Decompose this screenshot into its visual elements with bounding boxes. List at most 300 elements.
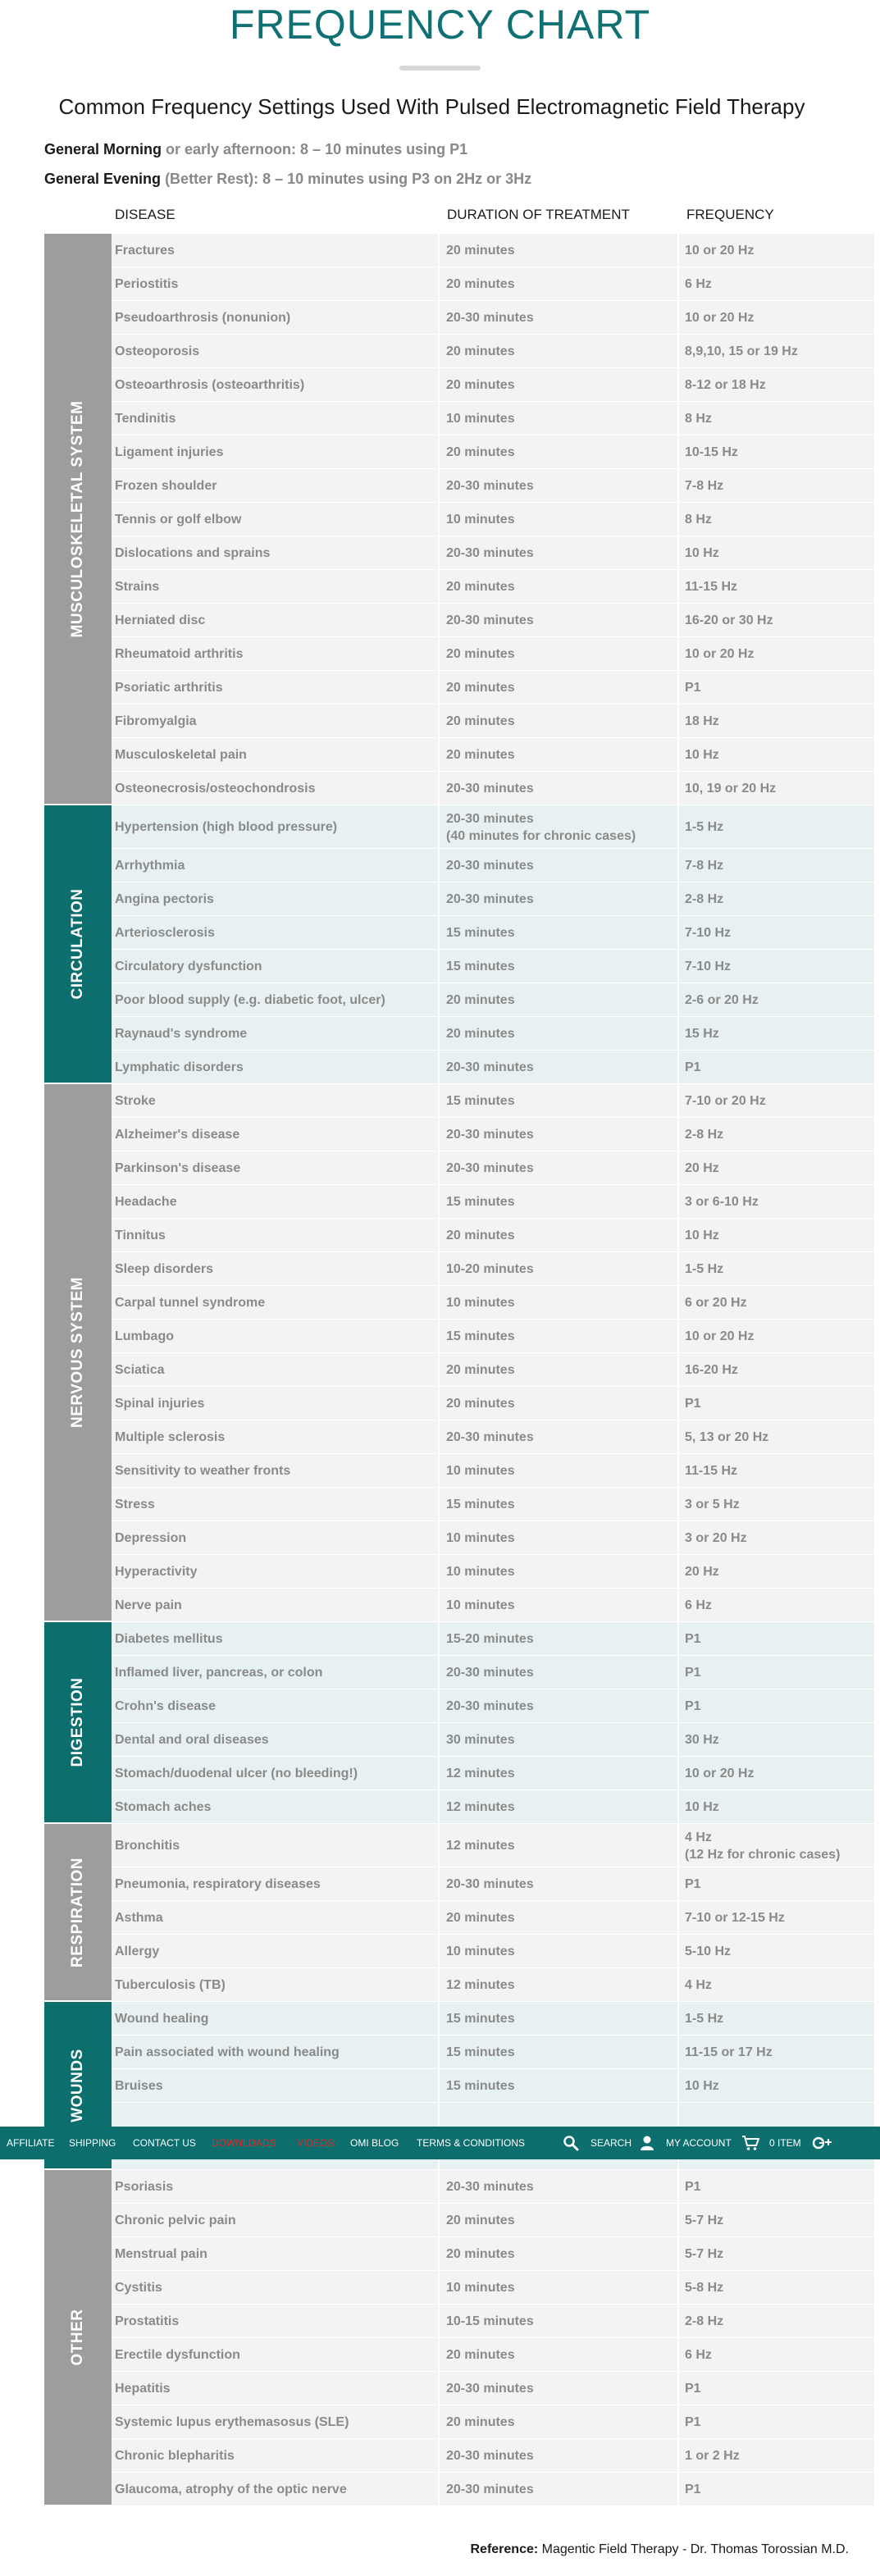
column-divider: [677, 916, 679, 950]
disease-cell: Dislocations and sprains: [115, 546, 271, 560]
duration-cell: 20 minutes: [446, 2247, 515, 2261]
column-divider: [438, 1084, 440, 1118]
category-label-text: OTHER: [69, 2309, 86, 2366]
column-divider: [438, 1219, 440, 1252]
duration-cell: 20-30 minutes: [446, 479, 534, 493]
frequency-cell: 10 Hz: [685, 748, 719, 762]
duration-cell: 10 minutes: [446, 1531, 515, 1545]
category-label-circulation: [44, 805, 112, 1083]
column-divider: [438, 536, 440, 570]
frequency-cell: 7-10 Hz: [685, 960, 732, 973]
column-divider: [438, 738, 440, 772]
table-row: [112, 1656, 874, 1689]
nav-my-account[interactable]: MY ACCOUNT: [666, 2137, 732, 2149]
table-row: [112, 1488, 874, 1521]
duration-cell: 20 minutes: [446, 748, 515, 762]
disease-cell: Stomach aches: [115, 1800, 212, 1814]
column-divider: [438, 849, 440, 882]
column-divider: [438, 882, 440, 916]
disease-cell: Angina pectoris: [115, 892, 214, 906]
frequency-cell: 8 Hz: [685, 412, 712, 426]
duration-cell: 20 minutes: [446, 1363, 515, 1377]
column-divider: [438, 2405, 440, 2439]
disease-cell: Bronchitis: [115, 1839, 180, 1853]
row-divider: [112, 2505, 874, 2506]
footer-nav-bar: [0, 2127, 880, 2159]
column-divider: [438, 604, 440, 637]
disease-cell: Asthma: [115, 1911, 163, 1925]
column-divider: [438, 503, 440, 536]
duration-cell: 20-30 minutes: [446, 1430, 534, 1444]
duration-cell: 20-30 minutes: [446, 1666, 534, 1680]
column-divider: [438, 435, 440, 469]
frequency-cell: 4 Hz (12 Hz for chronic cases): [685, 1830, 841, 1862]
disease-cell: Frozen shoulder: [115, 479, 217, 493]
frequency-cell: 11-15 Hz: [685, 580, 738, 594]
table-row: [112, 368, 874, 402]
column-divider: [677, 1017, 679, 1051]
category-label-text: MUSCULOSKELETAL SYSTEM: [69, 400, 86, 637]
column-divider: [677, 1185, 679, 1219]
column-divider: [438, 1286, 440, 1320]
cart-icon[interactable]: [741, 2135, 759, 2151]
duration-cell: 15 minutes: [446, 2012, 515, 2026]
disease-cell: Tinnitus: [115, 1229, 166, 1242]
table-row: [112, 1723, 874, 1757]
table-row: [112, 1320, 874, 1353]
column-divider: [438, 1867, 440, 1901]
duration-cell: 10 minutes: [446, 1945, 515, 1958]
column-divider: [438, 1051, 440, 1084]
category-label-digestion: [44, 1622, 112, 1822]
note-evening-lead: General Evening: [44, 171, 162, 187]
disease-cell: Erectile dysfunction: [115, 2348, 240, 2362]
disease-cell: Crohn's disease: [115, 1699, 216, 1713]
category-label-text: DIGESTION: [69, 1677, 86, 1767]
category-label-text: WOUNDS: [69, 2048, 86, 2122]
duration-cell: 20-30 minutes (40 minutes for chronic cases): [446, 811, 636, 843]
table-row: [112, 435, 874, 469]
duration-cell: 20 minutes: [446, 647, 515, 661]
frequency-cell: P1: [685, 1397, 701, 1411]
disease-cell: Fractures: [115, 244, 175, 258]
frequency-cell: 2-6 or 20 Hz: [685, 993, 759, 1007]
frequency-cell: 10, 19 or 20 Hz: [685, 782, 777, 796]
table-row: [112, 1185, 874, 1219]
table-row: [112, 1935, 874, 1968]
frequency-cell: 10 or 20 Hz: [685, 1329, 755, 1343]
table-row: [112, 1118, 874, 1151]
column-divider: [677, 2305, 679, 2338]
disease-cell: Stress: [115, 1498, 155, 1511]
disease-cell: Stomach/duodenal ulcer (no bleeding!): [115, 1767, 358, 1780]
column-divider: [677, 637, 679, 671]
table-row: [112, 1252, 874, 1286]
disease-cell: Osteoarthrosis (osteoarthritis): [115, 378, 305, 392]
column-divider: [677, 2204, 679, 2237]
column-divider: [677, 1555, 679, 1589]
frequency-cell: 10 Hz: [685, 2079, 719, 2093]
disease-cell: Pneumonia, respiratory diseases: [115, 1877, 321, 1891]
disease-cell: Fibromyalgia: [115, 714, 197, 728]
column-divider: [677, 335, 679, 368]
column-divider: [677, 1219, 679, 1252]
frequency-cell: 8 Hz: [685, 513, 712, 527]
column-divider: [677, 1790, 679, 1824]
table-row: [112, 805, 874, 849]
nav-link-omi-blog[interactable]: OMI BLOG: [350, 2137, 399, 2149]
table-row: [112, 1757, 874, 1790]
frequency-cell: P1: [685, 1632, 701, 1646]
nav-link-shipping[interactable]: SHIPPING: [69, 2137, 116, 2149]
column-divider: [677, 1387, 679, 1420]
frequency-cell: 5-8 Hz: [685, 2281, 724, 2295]
frequency-cell: 6 Hz: [685, 2348, 712, 2362]
column-divider: [438, 2305, 440, 2338]
nav-link-affiliate[interactable]: AFFILIATE: [7, 2137, 55, 2149]
column-divider: [438, 671, 440, 704]
duration-cell: 20-30 minutes: [446, 1060, 534, 1074]
column-divider: [438, 1353, 440, 1387]
column-divider: [677, 950, 679, 983]
duration-cell: 10 minutes: [446, 1296, 515, 1310]
table-row: [112, 738, 874, 772]
duration-cell: 20-30 minutes: [446, 2382, 534, 2396]
column-header-duration: DURATION OF TREATMENT: [447, 207, 630, 222]
table-row: [112, 503, 874, 536]
duration-cell: 20 minutes: [446, 681, 515, 695]
disease-cell: Parkinson's disease: [115, 1161, 241, 1175]
column-divider: [438, 2204, 440, 2237]
disease-cell: Chronic blepharitis: [115, 2449, 235, 2463]
column-divider: [438, 772, 440, 805]
column-divider: [677, 570, 679, 604]
duration-cell: 10 minutes: [446, 1598, 515, 1612]
table-row: [112, 2204, 874, 2237]
category-label-text: NERVOUS SYSTEM: [69, 1276, 86, 1429]
column-divider: [677, 2405, 679, 2439]
frequency-cell: P1: [685, 1666, 701, 1680]
column-divider: [677, 2002, 679, 2036]
table-row: [112, 335, 874, 368]
column-divider: [677, 1252, 679, 1286]
note-morning-text: or early afternoon: 8 – 10 minutes using P1: [162, 141, 468, 157]
column-divider: [677, 2069, 679, 2103]
column-divider: [438, 2372, 440, 2405]
table-row: [112, 2036, 874, 2069]
disease-cell: Strains: [115, 580, 160, 594]
frequency-cell: 7-10 Hz: [685, 926, 732, 940]
disease-cell: Sleep disorders: [115, 1262, 214, 1276]
duration-cell: 20 minutes: [446, 277, 515, 291]
duration-cell: 10 minutes: [446, 412, 515, 426]
table-row: [112, 2405, 874, 2439]
frequency-cell: 1-5 Hz: [685, 2012, 724, 2026]
user-icon[interactable]: [640, 2135, 654, 2151]
table-row: [112, 1353, 874, 1387]
disease-cell: Periostitis: [115, 277, 179, 291]
column-divider: [677, 2338, 679, 2372]
disease-cell: Lumbago: [115, 1329, 174, 1343]
frequency-cell: 7-8 Hz: [685, 859, 724, 873]
note-morning: [44, 141, 467, 158]
table-row: [112, 1555, 874, 1589]
disease-cell: Sensitivity to weather fronts: [115, 1464, 291, 1478]
column-divider: [677, 368, 679, 402]
duration-cell: 20 minutes: [446, 244, 515, 258]
duration-cell: 20 minutes: [446, 344, 515, 358]
column-divider: [677, 738, 679, 772]
disease-cell: Sciatica: [115, 1363, 165, 1377]
duration-cell: 10 minutes: [446, 1565, 515, 1579]
column-divider: [438, 1387, 440, 1420]
table-row: [112, 2170, 874, 2204]
frequency-cell: 10 or 20 Hz: [685, 244, 755, 258]
column-divider: [438, 1723, 440, 1757]
frequency-cell: 1-5 Hz: [685, 820, 724, 834]
column-divider: [677, 1622, 679, 1656]
column-divider: [438, 402, 440, 435]
column-divider: [438, 1320, 440, 1353]
column-divider: [438, 2271, 440, 2305]
column-divider: [677, 1824, 679, 1867]
column-divider: [438, 1488, 440, 1521]
search-icon[interactable]: [563, 2135, 579, 2151]
column-divider: [677, 1151, 679, 1185]
disease-cell: Hypertension (high blood pressure): [115, 820, 338, 834]
table-row: [112, 1286, 874, 1320]
frequency-cell: 2-8 Hz: [685, 892, 724, 906]
duration-cell: 20-30 minutes: [446, 1877, 534, 1891]
frequency-cell: 11-15 Hz: [685, 1464, 738, 1478]
disease-cell: Arrhythmia: [115, 859, 185, 873]
frequency-cell: 10 or 20 Hz: [685, 1767, 755, 1780]
nav-cart-count[interactable]: 0 ITEM: [769, 2137, 801, 2149]
column-header-frequency: FREQUENCY: [686, 207, 774, 222]
category-label-nervous-system: [44, 1084, 112, 1621]
disease-cell: Stroke: [115, 1094, 156, 1108]
disease-cell: Depression: [115, 1531, 187, 1545]
frequency-cell: 2-8 Hz: [685, 2314, 724, 2328]
frequency-cell: 2-8 Hz: [685, 1128, 724, 1142]
nav-search-label[interactable]: SEARCH: [590, 2137, 632, 2149]
column-divider: [438, 1689, 440, 1723]
column-divider: [677, 805, 679, 849]
frequency-cell: 10-15 Hz: [685, 445, 738, 459]
nav-link-terms[interactable]: TERMS & CONDITIONS: [417, 2137, 526, 2149]
disease-cell: Prostatitis: [115, 2314, 180, 2328]
column-divider: [438, 1555, 440, 1589]
table-row: [112, 1622, 874, 1656]
table-row: [112, 267, 874, 301]
column-divider: [438, 1790, 440, 1824]
frequency-cell: 30 Hz: [685, 1733, 719, 1747]
nav-link-videos[interactable]: VIDEOS: [297, 2137, 335, 2149]
table-row: [112, 1420, 874, 1454]
frequency-cell: P1: [685, 2382, 701, 2396]
column-divider: [677, 267, 679, 301]
duration-cell: 15 minutes: [446, 1195, 515, 1209]
column-divider: [438, 704, 440, 738]
frequency-cell: 11-15 or 17 Hz: [685, 2045, 773, 2059]
table-row: [112, 2439, 874, 2473]
disease-cell: Pain associated with wound healing: [115, 2045, 340, 2059]
table-row: [112, 2473, 874, 2506]
column-divider: [438, 1757, 440, 1790]
duration-cell: 20-30 minutes: [446, 311, 534, 325]
column-divider: [438, 368, 440, 402]
column-divider: [438, 2170, 440, 2204]
page-subtitle: Common Frequency Settings Used With Pulsed Electromagnetic Field Therapy: [58, 94, 805, 119]
duration-cell: 10 minutes: [446, 513, 515, 527]
table-row: [112, 301, 874, 335]
disease-cell: Wound healing: [115, 2012, 209, 2026]
frequency-cell: 6 Hz: [685, 1598, 712, 1612]
column-divider: [677, 882, 679, 916]
frequency-cell: 16-20 Hz: [685, 1363, 738, 1377]
column-divider: [438, 1017, 440, 1051]
title-divider: [399, 66, 481, 71]
column-divider: [438, 1521, 440, 1555]
reference-text: Magentic Field Therapy - Dr. Thomas Torossian M.D.: [538, 2542, 849, 2556]
table-row: [112, 950, 874, 983]
duration-cell: 15 minutes: [446, 926, 515, 940]
table-row: [112, 536, 874, 570]
column-divider: [438, 1824, 440, 1867]
category-label-musculoskeletal-system: [44, 234, 112, 804]
frequency-cell: 8,9,10, 15 or 19 Hz: [685, 344, 798, 358]
nav-link-downloads[interactable]: DOWNLOADS: [212, 2137, 276, 2149]
frequency-cell: P1: [685, 1877, 701, 1891]
column-divider: [677, 1353, 679, 1387]
column-divider: [438, 1454, 440, 1488]
column-divider: [438, 1151, 440, 1185]
table-row: [112, 1454, 874, 1488]
column-divider: [677, 435, 679, 469]
column-divider: [677, 1320, 679, 1353]
column-divider: [438, 916, 440, 950]
frequency-cell: 18 Hz: [685, 714, 719, 728]
reference-note: [470, 2542, 849, 2557]
note-morning-lead: General Morning: [44, 141, 162, 157]
disease-cell: Psoriasis: [115, 2180, 174, 2194]
duration-cell: 15 minutes: [446, 1498, 515, 1511]
column-divider: [438, 267, 440, 301]
table-row: [112, 2002, 874, 2036]
frequency-cell: 7-10 or 12-15 Hz: [685, 1911, 785, 1925]
disease-cell: Musculoskeletal pain: [115, 748, 247, 762]
column-divider: [677, 2439, 679, 2473]
table-row: [112, 1589, 874, 1622]
column-divider: [438, 2237, 440, 2271]
duration-cell: 20-30 minutes: [446, 2483, 534, 2496]
table-row: [112, 1689, 874, 1723]
table-row: [112, 1084, 874, 1118]
column-divider: [677, 301, 679, 335]
duration-cell: 20 minutes: [446, 2348, 515, 2362]
column-divider: [677, 536, 679, 570]
duration-cell: 20-30 minutes: [446, 782, 534, 796]
disease-cell: Raynaud's syndrome: [115, 1027, 248, 1041]
column-divider: [438, 1252, 440, 1286]
disease-cell: Multiple sclerosis: [115, 1430, 226, 1444]
column-divider: [677, 2372, 679, 2405]
table-row: [112, 469, 874, 503]
column-divider: [677, 1084, 679, 1118]
frequency-cell: 6 or 20 Hz: [685, 1296, 747, 1310]
table-row: [112, 1151, 874, 1185]
column-divider: [438, 983, 440, 1017]
google-plus-icon[interactable]: [812, 2134, 833, 2152]
duration-cell: 12 minutes: [446, 1978, 515, 1992]
duration-cell: 20-30 minutes: [446, 859, 534, 873]
disease-cell: Carpal tunnel syndrome: [115, 1296, 266, 1310]
duration-cell: 20 minutes: [446, 1027, 515, 1041]
frequency-cell: 5, 13 or 20 Hz: [685, 1430, 769, 1444]
disease-cell: Systemic lupus erythemasosus (SLE): [115, 2415, 349, 2429]
disease-cell: Pseudoarthrosis (nonunion): [115, 311, 291, 325]
table-row: [112, 772, 874, 805]
table-row: [112, 402, 874, 435]
duration-cell: 20 minutes: [446, 1397, 515, 1411]
duration-cell: 10 minutes: [446, 2281, 515, 2295]
table-row: [112, 1901, 874, 1935]
duration-cell: 10 minutes: [446, 1464, 515, 1478]
disease-cell: Poor blood supply (e.g. diabetic foot, ulcer): [115, 993, 385, 1007]
nav-link-contact-us[interactable]: CONTACT US: [133, 2137, 196, 2149]
disease-cell: Ligament injuries: [115, 445, 224, 459]
duration-cell: 10-20 minutes: [446, 1262, 534, 1276]
column-divider: [677, 772, 679, 805]
column-divider: [438, 2473, 440, 2506]
frequency-cell: 5-7 Hz: [685, 2247, 724, 2261]
column-divider: [438, 1968, 440, 2002]
frequency-cell: P1: [685, 2415, 701, 2429]
frequency-cell: 10 Hz: [685, 1229, 719, 1242]
duration-cell: 20 minutes: [446, 580, 515, 594]
frequency-cell: 6 Hz: [685, 277, 712, 291]
duration-cell: 15 minutes: [446, 2045, 515, 2059]
duration-cell: 20-30 minutes: [446, 546, 534, 560]
frequency-cell: 7-10 or 20 Hz: [685, 1094, 766, 1108]
column-divider: [677, 1589, 679, 1622]
frequency-cell: 5-10 Hz: [685, 1945, 732, 1958]
disease-cell: Nerve pain: [115, 1598, 182, 1612]
column-divider: [438, 2069, 440, 2103]
duration-cell: 20-30 minutes: [446, 1699, 534, 1713]
column-divider: [438, 2439, 440, 2473]
category-label-text: RESPIRATION: [69, 1857, 86, 1967]
column-divider: [438, 335, 440, 368]
duration-cell: 15 minutes: [446, 960, 515, 973]
column-divider: [438, 469, 440, 503]
table-row: [112, 671, 874, 704]
duration-cell: 20 minutes: [446, 993, 515, 1007]
table-row: [112, 849, 874, 882]
column-divider: [677, 1901, 679, 1935]
frequency-cell: 7-8 Hz: [685, 479, 724, 493]
column-divider: [677, 1521, 679, 1555]
frequency-cell: 5-7 Hz: [685, 2214, 724, 2227]
frequency-cell: 20 Hz: [685, 1565, 719, 1579]
column-divider: [438, 1935, 440, 1968]
table-row: [112, 704, 874, 738]
disease-cell: Osteoporosis: [115, 344, 200, 358]
disease-cell: Headache: [115, 1195, 177, 1209]
column-divider: [677, 1454, 679, 1488]
duration-cell: 12 minutes: [446, 1767, 515, 1780]
page-title: FREQUENCY CHART: [229, 2, 651, 48]
